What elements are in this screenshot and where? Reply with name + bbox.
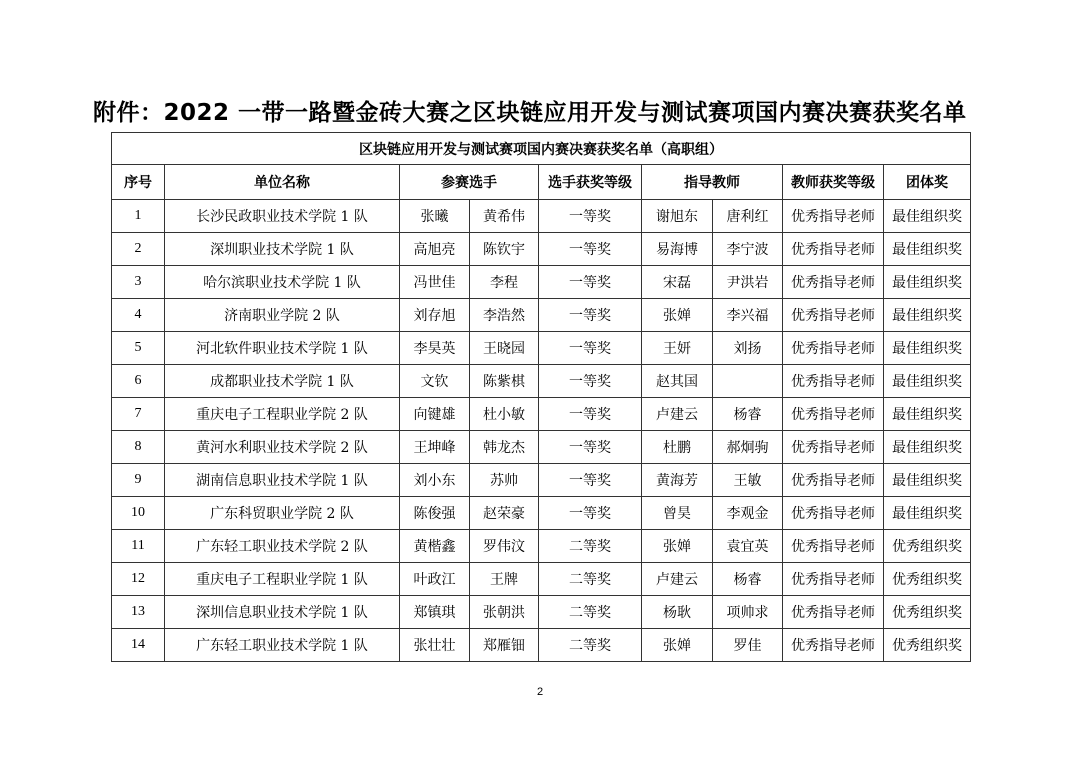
cell-team-award: 优秀组织奖 xyxy=(884,629,971,662)
cell-player-award: 一等奖 xyxy=(539,365,642,398)
table-row xyxy=(112,563,971,596)
cell-unit: 河北软件职业技术学院 1 队 xyxy=(165,332,400,365)
cell-unit: 广东轻工职业技术学院 2 队 xyxy=(165,530,400,563)
cell-player-1: 向键雄 xyxy=(400,398,470,431)
cell-teacher-1: 王妍 xyxy=(642,332,713,365)
table-row xyxy=(112,596,971,629)
cell-teacher-2: 郝炯驹 xyxy=(713,431,783,464)
table-row xyxy=(112,530,971,563)
cell-player-2: 李浩然 xyxy=(470,299,539,332)
cell-unit: 济南职业学院 2 队 xyxy=(165,299,400,332)
cell-index: 12 xyxy=(112,563,165,596)
cell-teacher-2: 项帅求 xyxy=(713,596,783,629)
table-header-row xyxy=(112,165,971,200)
cell-player-1: 张曦 xyxy=(400,200,470,233)
document-title: 附件：2022 一带一路暨金砖大赛之区块链应用开发与测试赛项国内赛决赛获奖名单 xyxy=(93,100,967,126)
cell-teacher-1: 张婵 xyxy=(642,530,713,563)
cell-player-2: 韩龙杰 xyxy=(470,431,539,464)
cell-teacher-1: 杨耿 xyxy=(642,596,713,629)
cell-index: 8 xyxy=(112,431,165,464)
cell-player-1: 高旭亮 xyxy=(400,233,470,266)
cell-player-1: 黄楷鑫 xyxy=(400,530,470,563)
table-row xyxy=(112,299,971,332)
cell-teacher-1: 易海博 xyxy=(642,233,713,266)
cell-unit: 深圳职业技术学院 1 队 xyxy=(165,233,400,266)
table-row xyxy=(112,200,971,233)
cell-player-award: 一等奖 xyxy=(539,398,642,431)
cell-index: 4 xyxy=(112,299,165,332)
cell-player-2: 郑雁钿 xyxy=(470,629,539,662)
cell-unit: 黄河水利职业技术学院 2 队 xyxy=(165,431,400,464)
cell-player-award: 一等奖 xyxy=(539,464,642,497)
cell-team-award: 最佳组织奖 xyxy=(884,431,971,464)
cell-player-1: 郑镇琪 xyxy=(400,596,470,629)
cell-teacher-2 xyxy=(713,365,783,398)
cell-player-1: 李昊英 xyxy=(400,332,470,365)
cell-player-award: 二等奖 xyxy=(539,530,642,563)
cell-teacher-1: 卢建云 xyxy=(642,563,713,596)
cell-teacher-award: 优秀指导老师 xyxy=(783,629,884,662)
cell-teacher-award: 优秀指导老师 xyxy=(783,398,884,431)
cell-unit: 湖南信息职业技术学院 1 队 xyxy=(165,464,400,497)
cell-teacher-2: 杨睿 xyxy=(713,563,783,596)
cell-team-award: 最佳组织奖 xyxy=(884,332,971,365)
cell-teacher-1: 宋磊 xyxy=(642,266,713,299)
cell-player-award: 一等奖 xyxy=(539,266,642,299)
cell-player-2: 王晓园 xyxy=(470,332,539,365)
cell-index: 11 xyxy=(112,530,165,563)
table-row xyxy=(112,332,971,365)
cell-player-award: 二等奖 xyxy=(539,629,642,662)
awards-table xyxy=(111,132,971,662)
cell-teacher-1: 杜鹏 xyxy=(642,431,713,464)
table-row xyxy=(112,233,971,266)
cell-teacher-1: 赵其国 xyxy=(642,365,713,398)
cell-player-2: 杜小敏 xyxy=(470,398,539,431)
header-teachers: 指导教师 xyxy=(642,165,783,200)
table-row xyxy=(112,464,971,497)
cell-teacher-1: 卢建云 xyxy=(642,398,713,431)
cell-player-award: 一等奖 xyxy=(539,200,642,233)
cell-unit: 哈尔滨职业技术学院 1 队 xyxy=(165,266,400,299)
cell-player-award: 二等奖 xyxy=(539,563,642,596)
cell-unit: 深圳信息职业技术学院 1 队 xyxy=(165,596,400,629)
cell-teacher-award: 优秀指导老师 xyxy=(783,563,884,596)
cell-player-1: 王坤峰 xyxy=(400,431,470,464)
cell-index: 1 xyxy=(112,200,165,233)
cell-teacher-2: 王敏 xyxy=(713,464,783,497)
header-player-award: 选手获奖等级 xyxy=(539,165,642,200)
cell-teacher-award: 优秀指导老师 xyxy=(783,596,884,629)
cell-player-award: 一等奖 xyxy=(539,431,642,464)
table-caption: 区块链应用开发与测试赛项国内赛决赛获奖名单（高职组） xyxy=(112,133,971,165)
cell-player-1: 文钦 xyxy=(400,365,470,398)
cell-team-award: 最佳组织奖 xyxy=(884,200,971,233)
cell-teacher-1: 谢旭东 xyxy=(642,200,713,233)
cell-teacher-1: 黄海芳 xyxy=(642,464,713,497)
cell-team-award: 最佳组织奖 xyxy=(884,365,971,398)
header-players: 参赛选手 xyxy=(400,165,539,200)
cell-index: 14 xyxy=(112,629,165,662)
cell-player-2: 黄希伟 xyxy=(470,200,539,233)
cell-unit: 广东轻工职业技术学院 1 队 xyxy=(165,629,400,662)
cell-team-award: 优秀组织奖 xyxy=(884,563,971,596)
cell-team-award: 最佳组织奖 xyxy=(884,464,971,497)
cell-teacher-2: 尹洪岩 xyxy=(713,266,783,299)
cell-teacher-2: 刘扬 xyxy=(713,332,783,365)
cell-teacher-award: 优秀指导老师 xyxy=(783,497,884,530)
cell-player-award: 二等奖 xyxy=(539,596,642,629)
cell-player-award: 一等奖 xyxy=(539,497,642,530)
cell-player-award: 一等奖 xyxy=(539,299,642,332)
cell-index: 3 xyxy=(112,266,165,299)
cell-team-award: 优秀组织奖 xyxy=(884,530,971,563)
cell-team-award: 最佳组织奖 xyxy=(884,299,971,332)
cell-team-award: 最佳组织奖 xyxy=(884,233,971,266)
cell-teacher-award: 优秀指导老师 xyxy=(783,365,884,398)
cell-unit: 重庆电子工程职业学院 2 队 xyxy=(165,398,400,431)
cell-team-award: 最佳组织奖 xyxy=(884,266,971,299)
cell-teacher-award: 优秀指导老师 xyxy=(783,266,884,299)
cell-unit: 重庆电子工程职业学院 1 队 xyxy=(165,563,400,596)
cell-teacher-award: 优秀指导老师 xyxy=(783,200,884,233)
cell-player-1: 冯世佳 xyxy=(400,266,470,299)
cell-teacher-2: 李观金 xyxy=(713,497,783,530)
cell-team-award: 最佳组织奖 xyxy=(884,497,971,530)
cell-teacher-award: 优秀指导老师 xyxy=(783,530,884,563)
header-team-award: 团体奖 xyxy=(884,165,971,200)
cell-player-2: 陈紫棋 xyxy=(470,365,539,398)
cell-teacher-2: 唐利红 xyxy=(713,200,783,233)
cell-index: 10 xyxy=(112,497,165,530)
cell-teacher-2: 袁宜英 xyxy=(713,530,783,563)
cell-player-1: 陈俊强 xyxy=(400,497,470,530)
table-row xyxy=(112,431,971,464)
table-body xyxy=(112,200,971,662)
cell-player-award: 一等奖 xyxy=(539,233,642,266)
header-teacher-award: 教师获奖等级 xyxy=(783,165,884,200)
cell-unit: 广东科贸职业学院 2 队 xyxy=(165,497,400,530)
table-row xyxy=(112,365,971,398)
header-index: 序号 xyxy=(112,165,165,200)
cell-teacher-award: 优秀指导老师 xyxy=(783,233,884,266)
cell-player-2: 陈钦宇 xyxy=(470,233,539,266)
cell-teacher-1: 张婵 xyxy=(642,629,713,662)
cell-player-1: 刘小东 xyxy=(400,464,470,497)
cell-player-2: 罗伟汶 xyxy=(470,530,539,563)
cell-index: 13 xyxy=(112,596,165,629)
cell-player-2: 赵荣豪 xyxy=(470,497,539,530)
cell-player-2: 王牌 xyxy=(470,563,539,596)
table-row xyxy=(112,629,971,662)
table-caption-row xyxy=(112,133,971,165)
cell-index: 7 xyxy=(112,398,165,431)
cell-team-award: 最佳组织奖 xyxy=(884,398,971,431)
cell-teacher-2: 李宁波 xyxy=(713,233,783,266)
cell-index: 2 xyxy=(112,233,165,266)
cell-teacher-award: 优秀指导老师 xyxy=(783,332,884,365)
cell-teacher-award: 优秀指导老师 xyxy=(783,299,884,332)
cell-unit: 长沙民政职业技术学院 1 队 xyxy=(165,200,400,233)
page-number: 2 xyxy=(536,686,544,698)
header-unit: 单位名称 xyxy=(165,165,400,200)
cell-index: 5 xyxy=(112,332,165,365)
cell-player-2: 苏帅 xyxy=(470,464,539,497)
cell-teacher-award: 优秀指导老师 xyxy=(783,431,884,464)
cell-teacher-2: 李兴福 xyxy=(713,299,783,332)
cell-teacher-2: 罗佳 xyxy=(713,629,783,662)
cell-teacher-award: 优秀指导老师 xyxy=(783,464,884,497)
cell-teacher-1: 曾昊 xyxy=(642,497,713,530)
cell-player-1: 刘存旭 xyxy=(400,299,470,332)
cell-player-2: 张朝洪 xyxy=(470,596,539,629)
cell-teacher-2: 杨睿 xyxy=(713,398,783,431)
cell-player-1: 张壮壮 xyxy=(400,629,470,662)
cell-index: 6 xyxy=(112,365,165,398)
cell-player-1: 叶政江 xyxy=(400,563,470,596)
cell-index: 9 xyxy=(112,464,165,497)
cell-teacher-1: 张婵 xyxy=(642,299,713,332)
cell-team-award: 优秀组织奖 xyxy=(884,596,971,629)
table-row xyxy=(112,398,971,431)
table-row xyxy=(112,497,971,530)
cell-player-2: 李程 xyxy=(470,266,539,299)
table-row xyxy=(112,266,971,299)
cell-player-award: 一等奖 xyxy=(539,332,642,365)
cell-unit: 成都职业技术学院 1 队 xyxy=(165,365,400,398)
